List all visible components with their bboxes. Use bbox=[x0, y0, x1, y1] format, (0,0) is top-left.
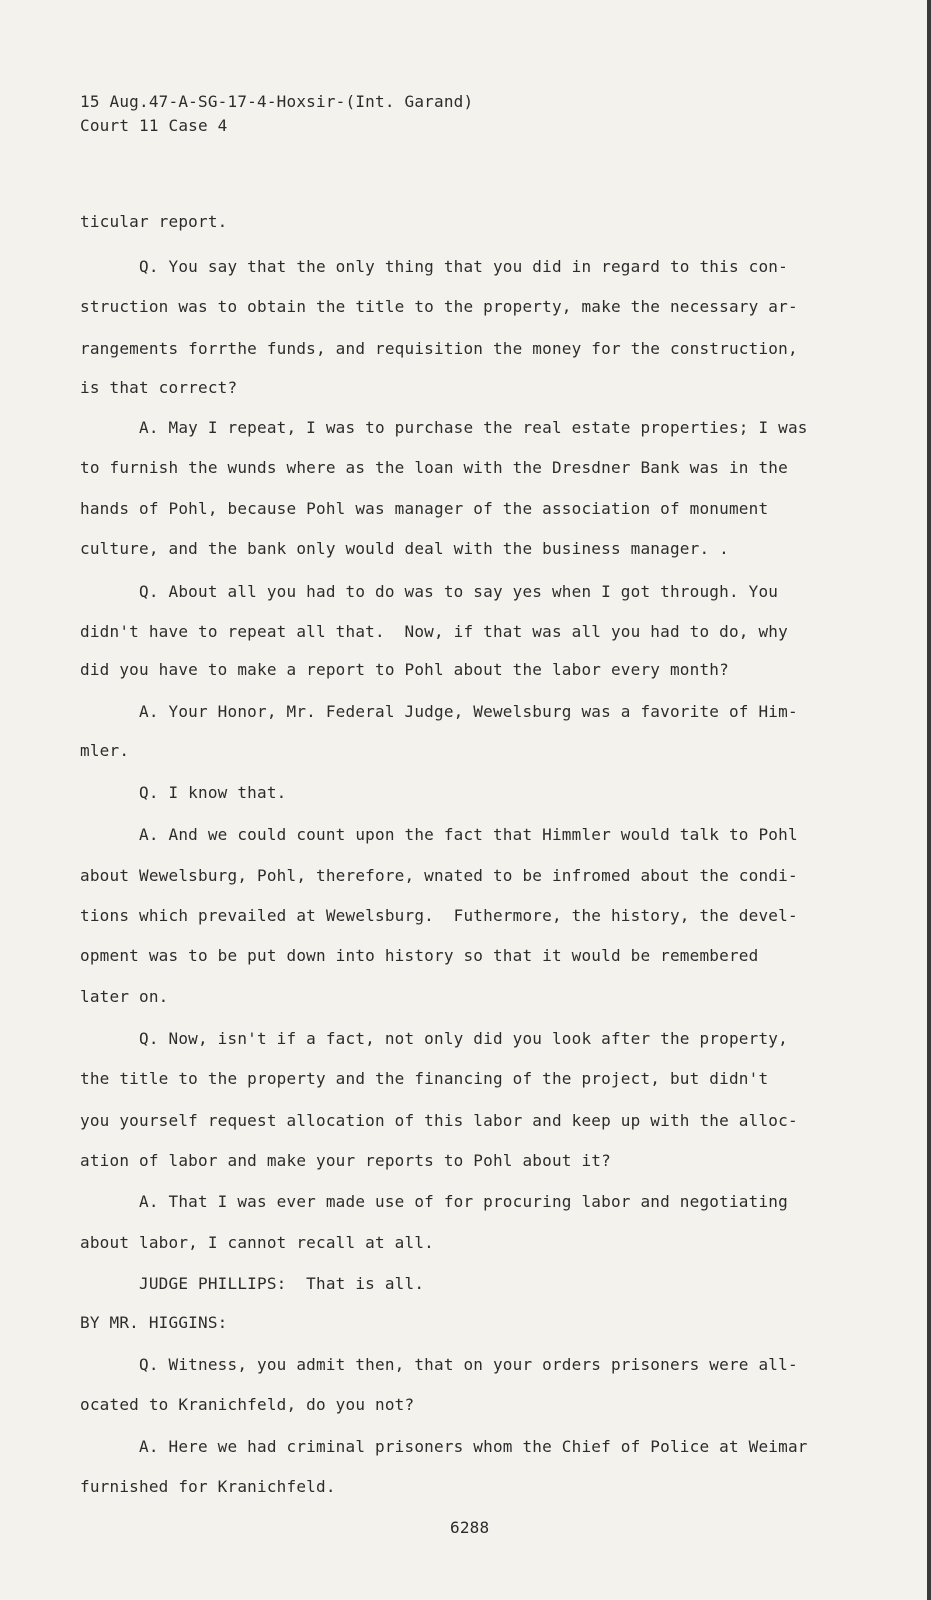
text-line: A. That I was ever made use of for procuring labor and negotiating bbox=[80, 1192, 788, 1211]
text-line: Q. Now, isn't if a fact, not only did you look after the property, bbox=[80, 1029, 788, 1048]
text-line: A. Here we had criminal prisoners whom the Chief of Police at Weimar bbox=[80, 1437, 808, 1456]
text-line: hands of Pohl, because Pohl was manager of the association of monument bbox=[80, 499, 769, 518]
text-line: tions which prevailed at Wewelsburg. Futhermore, the history, the devel- bbox=[80, 906, 798, 925]
text-line: Q. Witness, you admit then, that on your orders prisoners were all- bbox=[80, 1355, 798, 1374]
text-line: opment was to be put down into history so that it would be remembered bbox=[80, 946, 759, 965]
text-line: later on. bbox=[80, 987, 169, 1006]
text-line: BY MR. HIGGINS: bbox=[80, 1313, 228, 1332]
text-line: Q. You say that the only thing that you did in regard to this con- bbox=[80, 257, 788, 276]
text-line: did you have to make a report to Pohl about the labor every month? bbox=[80, 660, 729, 679]
text-line: ocated to Kranichfeld, do you not? bbox=[80, 1395, 415, 1414]
text-line: about Wewelsburg, Pohl, therefore, wnated to be infromed about the condi- bbox=[80, 866, 798, 885]
text-line: didn't have to repeat all that. Now, if that was all you had to do, why bbox=[80, 622, 788, 641]
text-line: is that correct? bbox=[80, 378, 238, 397]
text-line: to furnish the wunds where as the loan with the Dresdner Bank was in the bbox=[80, 458, 788, 477]
page-number: 6288 bbox=[450, 1518, 490, 1537]
text-line: Q. About all you had to do was to say yes when I got through. You bbox=[80, 582, 779, 601]
text-line: A. Your Honor, Mr. Federal Judge, Wewelsburg was a favorite of Him- bbox=[80, 702, 798, 721]
text-line: ticular report. bbox=[80, 212, 228, 231]
text-line: Q. I know that. bbox=[80, 783, 287, 802]
text-line: JUDGE PHILLIPS: That is all. bbox=[80, 1274, 425, 1293]
text-line: culture, and the bank only would deal with the business manager. . bbox=[80, 539, 729, 558]
text-line: you yourself request allocation of this labor and keep up with the alloc- bbox=[80, 1111, 798, 1130]
header-line-2: Court 11 Case 4 bbox=[80, 116, 228, 135]
text-line: rangements forrthe funds, and requisition the money for the construction, bbox=[80, 339, 798, 358]
text-line: about labor, I cannot recall at all. bbox=[80, 1233, 434, 1252]
text-line: A. And we could count upon the fact that Himmler would talk to Pohl bbox=[80, 825, 798, 844]
text-line: the title to the property and the financing of the project, but didn't bbox=[80, 1069, 769, 1088]
text-line: furnished for Kranichfeld. bbox=[80, 1477, 336, 1496]
text-line: struction was to obtain the title to the property, make the necessary ar- bbox=[80, 297, 798, 316]
text-line: mler. bbox=[80, 741, 130, 760]
header-line-1: 15 Aug.47-A-SG-17-4-Hoxsir-(Int. Garand) bbox=[80, 92, 474, 111]
text-line: A. May I repeat, I was to purchase the real estate properties; I was bbox=[80, 418, 808, 437]
text-line: ation of labor and make your reports to Pohl about it? bbox=[80, 1151, 611, 1170]
